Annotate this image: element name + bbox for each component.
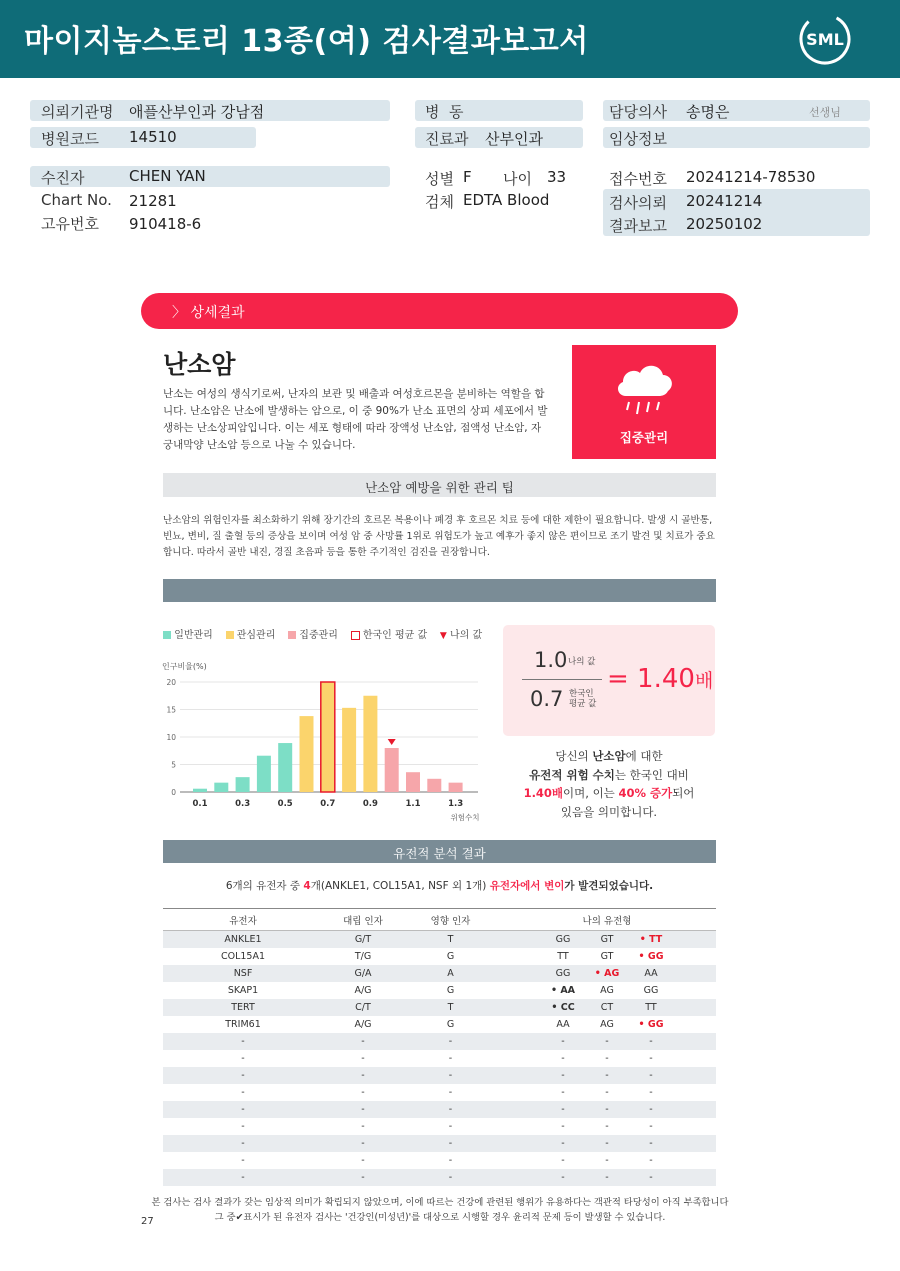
patient-label: 수진자: [41, 169, 85, 187]
genotype-1: [541, 1138, 585, 1149]
chart-ytick-label: 15: [166, 705, 176, 715]
summary-text: 당신의: [555, 749, 593, 763]
gene-genotypes: [498, 1050, 716, 1067]
gene-effect: -: [403, 1169, 498, 1186]
col-my-genotype: 나의 유전형: [498, 909, 716, 931]
ratio-my-value: 1.0: [534, 648, 568, 672]
gene-effect: -: [448, 1086, 453, 1098]
genotype-text: -: [605, 1035, 609, 1047]
genotype-3: [629, 968, 673, 979]
genotype-text: GG: [643, 984, 659, 996]
chart-ylabel: 인구비율(%): [162, 662, 207, 671]
genotype-3: [629, 1155, 673, 1166]
detail-result-label: [172, 302, 245, 322]
table-row: [163, 1067, 716, 1084]
page-number: 27: [141, 1216, 154, 1227]
logo-text: SML: [806, 30, 844, 49]
table-row: [163, 999, 716, 1016]
gene-name: -: [241, 1086, 245, 1098]
legend-interest-label: 관심관리: [236, 630, 276, 641]
genotype-3: [629, 951, 673, 962]
genotype-text: -: [605, 1137, 609, 1149]
table-row: [163, 931, 716, 948]
gene-genotypes: [498, 1033, 716, 1050]
genotype-text: -: [649, 1120, 653, 1132]
summary-ratio: 1.40배: [523, 786, 564, 800]
genotype-text: -: [605, 1120, 609, 1132]
genotype-1: [541, 1002, 585, 1013]
gene-name: -: [163, 1169, 323, 1186]
genotype-text: AG: [604, 967, 620, 979]
table-row: [163, 1152, 716, 1169]
chart-ytick-label: 0: [171, 788, 176, 797]
chart-bar-korean-average: [321, 682, 335, 792]
genotype-text: GG: [555, 933, 571, 945]
selected-dot-icon: •: [550, 984, 561, 996]
col-allele: 대립 인자: [323, 909, 403, 931]
genotype-text: -: [649, 1103, 653, 1115]
genotype-text: -: [561, 1103, 565, 1115]
genotype-2: [585, 1172, 629, 1183]
chart-bar: [214, 783, 228, 792]
disclaimer-line-1: 본 검사는 검사 결과가 갖는 임상적 의미가 확립되지 않았으며, 이에 따르는 건강에 관련된 행위가 유용하다는 객관적 타당성이 아직 부족합니다: [151, 1197, 729, 1208]
genotype-1: [541, 1070, 585, 1081]
chart-bar: [193, 789, 207, 792]
summary-text: 이며, 이는: [563, 786, 619, 800]
chart-xtick-label: 1.1: [405, 799, 421, 809]
genotype-3: [629, 1036, 673, 1047]
gene-name: -: [241, 1154, 245, 1166]
genotype-text: GT: [600, 950, 614, 962]
gene-effect: A: [403, 965, 498, 982]
gene-genotypes: [498, 948, 716, 965]
col-effect: 영향 인자: [403, 909, 498, 931]
chart-ytick-label: 5: [171, 760, 176, 770]
gene-allele: -: [323, 1135, 403, 1152]
gene-genotypes: [498, 1118, 716, 1135]
gene-allele: -: [323, 1169, 403, 1186]
gene-effect: -: [403, 1067, 498, 1084]
selected-dot-icon: •: [551, 1001, 561, 1013]
genotype-1: [541, 1172, 585, 1183]
summary-text: 되어: [672, 786, 695, 800]
summary-text: 있음을 의미합니다.: [560, 804, 658, 819]
sex-value: F: [463, 168, 472, 186]
genotype-text: GG: [647, 950, 664, 962]
chart-xtick-label: 0.7: [320, 799, 336, 809]
genotype-1: [541, 1036, 585, 1047]
gene-genotypes: [498, 1016, 716, 1033]
genotype-2: [585, 985, 629, 996]
genotype-text: AG: [600, 1018, 614, 1030]
ratio-avg-label-1: 한국인: [569, 689, 594, 699]
receipt-value: 20241214-78530: [686, 168, 816, 186]
chart-xtick-label: 0.5: [277, 799, 293, 809]
table-row: [163, 1118, 716, 1135]
sentence-part: 가 발견되었습니다.: [564, 880, 654, 892]
cancer-description: 난소는 여성의 생식기로써, 난자의 보관 및 배출과 여성호르몬을 분비하는 역할을 합니다. 난소암은 난소에 발생하는 암으로, 이 중 90%가 난소 표면의 상피 세포에서 발생하는 난소상피암입니다. 이는 세포 형태에 따라 장액성 난소암, 점액성 난소암, 자궁내막양 난소암 등으로 나눌 수 있습니다.: [163, 388, 548, 451]
chart-bar: [342, 708, 356, 792]
genotype-3: [629, 1138, 673, 1149]
ratio-unit: 배: [694, 670, 714, 692]
genotype-2: [585, 1087, 629, 1098]
gene-name: TRIM61: [225, 1018, 261, 1030]
gene-genotypes: [498, 1169, 716, 1186]
summary-increase: 40% 증가: [618, 786, 673, 800]
legend-my-value-label: 나의 값: [449, 630, 483, 641]
genotype-3: [629, 1019, 673, 1030]
institution-value: 애플산부인과 강남점: [129, 103, 265, 121]
genotype-text: TT: [645, 1001, 657, 1013]
gene-allele: C/T: [323, 999, 403, 1016]
doctor-value: 송명은: [686, 103, 730, 121]
genotype-text: -: [561, 1086, 565, 1098]
gene-allele: -: [361, 1120, 365, 1132]
chart-xtick-label: 1.3: [448, 799, 464, 809]
doctor-suffix: 선생님: [809, 106, 841, 119]
genotype-text: -: [605, 1154, 609, 1166]
legend-normal-label: 일반관리: [174, 630, 213, 641]
gene-genotypes: [498, 982, 716, 999]
genotype-text: -: [561, 1052, 565, 1064]
genotype-text: -: [561, 1171, 565, 1183]
genotype-text: -: [649, 1035, 653, 1047]
gene-allele: A/G: [354, 984, 372, 996]
request-value: 20241214: [686, 192, 763, 210]
summary-text: 는 한국인 대비: [614, 767, 689, 782]
ratio-avg-value: 0.7: [530, 687, 564, 711]
gene-table: [163, 908, 716, 1186]
chart-bar: [236, 777, 250, 792]
genotype-text: -: [649, 1069, 653, 1081]
gene-name: -: [163, 1067, 323, 1084]
chart-xtick-label: 0.1: [192, 799, 208, 809]
gene-name: -: [163, 1101, 323, 1118]
genotype-3: [629, 1070, 673, 1081]
gene-allele: -: [323, 1033, 403, 1050]
genotype-3: [629, 1002, 673, 1013]
doctor-label: 담당의사: [609, 103, 667, 121]
genotype-3: [629, 1053, 673, 1064]
summary-cancer: 난소암: [592, 749, 626, 763]
risk-level-label: 집중관리: [619, 430, 669, 445]
variant-count: 4: [303, 880, 311, 892]
chart-no-label: Chart No.: [41, 191, 112, 209]
ratio-fraction-line: [522, 679, 602, 680]
chart-bar: [300, 716, 314, 792]
selected-dot-icon: •: [638, 950, 648, 962]
table-row: [163, 1169, 716, 1186]
selected-dot-icon: •: [639, 933, 650, 945]
genotype-text: -: [605, 1103, 609, 1115]
genotype-1: [541, 1155, 585, 1166]
genotype-3: [629, 1172, 673, 1183]
genotype-3: [629, 985, 673, 996]
genotype-text: GT: [600, 933, 614, 945]
genotype-1: [541, 968, 585, 979]
gene-effect: -: [403, 1101, 498, 1118]
gene-name: NSF: [163, 965, 323, 982]
legend-focus-swatch: [288, 631, 296, 639]
divider-bar: [163, 579, 716, 602]
gene-genotypes: [498, 999, 716, 1016]
gene-allele: -: [361, 1154, 365, 1166]
gene-effect: -: [403, 1135, 498, 1152]
gene-genotypes: [498, 1101, 716, 1118]
legend-normal-swatch: [163, 631, 171, 639]
gene-genotypes: [498, 1084, 716, 1101]
genotype-2: [585, 1036, 629, 1047]
gene-allele: A/G: [354, 1018, 372, 1030]
request-label: 검사의뢰: [609, 194, 667, 212]
table-row: [163, 1050, 716, 1067]
chevron-right-icon: 〉: [172, 305, 186, 321]
chart-xtick-label: 0.9: [362, 799, 378, 809]
my-value-marker: [388, 739, 396, 745]
gene-name: ANKLE1: [163, 931, 323, 948]
genotype-1: [541, 934, 585, 945]
genotype-2: [585, 1138, 629, 1149]
genotype-2: [585, 1002, 629, 1013]
gene-name: -: [241, 1120, 245, 1132]
disclaimer-line-2: 그 중✔표시가 된 유전자 검사는 '건강인(미성년)'를 대상으로 시행할 경우 윤리적 문제 등이 발생할 수 있습니다.: [214, 1212, 666, 1223]
unique-id-value: 910418-6: [129, 215, 202, 233]
table-row: [163, 1084, 716, 1101]
genotype-text: -: [649, 1171, 653, 1183]
genotype-text: CT: [600, 1001, 614, 1013]
cancer-title: 난소암: [163, 350, 236, 379]
tips-title: 난소암 예방을 위한 관리 팁: [365, 480, 514, 495]
legend-korean-avg-swatch: [351, 631, 360, 640]
genotype-1: [541, 1121, 585, 1132]
selected-dot-icon: •: [594, 967, 605, 979]
chart-bar: [278, 743, 292, 792]
genotype-3: [629, 1121, 673, 1132]
genotype-2: [585, 1155, 629, 1166]
genotype-2: [585, 1104, 629, 1115]
gene-name: COL15A1: [220, 950, 266, 962]
legend-focus-label: 집중관리: [299, 630, 338, 641]
dept-label: 진료과: [425, 130, 469, 148]
legend-triangle-icon: ▼: [439, 631, 447, 641]
gene-allele: -: [361, 1052, 365, 1064]
table-row: [163, 982, 716, 999]
genotype-text: -: [649, 1086, 653, 1098]
receipt-label: 접수번호: [609, 170, 667, 188]
table-row: [163, 1101, 716, 1118]
genotype-1: [541, 1104, 585, 1115]
unique-id-label: 고유번호: [41, 215, 99, 233]
gene-genotypes: [498, 1067, 716, 1084]
gene-effect: T: [403, 999, 498, 1016]
gene-allele: T/G: [354, 950, 372, 962]
clinical-label: 임상정보: [609, 130, 667, 148]
genotype-text: -: [605, 1069, 609, 1081]
genotype-text: -: [561, 1154, 565, 1166]
risk-summary: [503, 747, 715, 821]
table-row: [163, 1135, 716, 1152]
gene-effect: G: [446, 1018, 455, 1030]
report-title: 마이지놈스토리 13종(여) 검사결과보고서: [24, 24, 589, 59]
genotype-2: [585, 951, 629, 962]
genotype-2: [585, 1121, 629, 1132]
genotype-text: TT: [649, 933, 663, 945]
genetics-sentence: [163, 878, 716, 893]
genotype-text: -: [605, 1086, 609, 1098]
table-row: [163, 948, 716, 965]
sml-logo: [798, 12, 852, 66]
selected-dot-icon: •: [638, 1018, 648, 1030]
chart-ytick-label: 20: [166, 678, 176, 687]
chart-xlabel: 위험수치: [450, 813, 480, 822]
report-date-value: 20250102: [686, 215, 763, 233]
genotype-2: [585, 1019, 629, 1030]
genotype-3: [629, 1104, 673, 1115]
gene-allele: -: [361, 1086, 365, 1098]
genotype-text: -: [649, 1052, 653, 1064]
gene-name: -: [163, 1033, 323, 1050]
ratio-avg-label: [569, 689, 596, 709]
chart-ytick-label: 10: [166, 733, 176, 742]
chart-bar: [406, 772, 420, 792]
table-row: [163, 1033, 716, 1050]
gene-name: TERT: [163, 999, 323, 1016]
gene-effect: -: [448, 1120, 453, 1132]
chart-bar: [257, 756, 271, 792]
gene-effect: -: [448, 1154, 453, 1166]
gene-allele: -: [323, 1101, 403, 1118]
table-row: [163, 1016, 716, 1033]
patient-value: CHEN YAN: [129, 167, 206, 185]
genotype-text: -: [561, 1120, 565, 1132]
ribbon-text: 상세결과: [190, 305, 245, 321]
genotype-3: [629, 934, 673, 945]
hospital-code-label: 병원코드: [41, 130, 99, 148]
genotype-1: [541, 1019, 585, 1030]
genotype-text: -: [605, 1052, 609, 1064]
institution-label: 의뢰기관명: [41, 103, 114, 121]
chart-bar: [363, 696, 377, 792]
chart-bar: [427, 779, 441, 792]
genotype-text: GG: [647, 1018, 664, 1030]
dept-value: 산부인과: [485, 130, 543, 148]
gene-allele: -: [323, 1067, 403, 1084]
genotype-text: AA: [556, 1018, 570, 1030]
genotype-text: AA: [560, 984, 576, 996]
sentence-part: 6개의 유전자 중: [225, 880, 304, 892]
gene-genotypes: [498, 931, 716, 948]
legend-interest-swatch: [226, 631, 234, 639]
genotype-1: [541, 985, 585, 996]
gene-name: -: [241, 1052, 245, 1064]
variant-phrase: 유전자에서 변이: [489, 880, 565, 892]
gene-genotypes: [498, 965, 716, 982]
gene-effect: G: [446, 950, 455, 962]
genotype-text: AG: [600, 984, 614, 996]
legend: [163, 626, 482, 641]
ratio-result-value: = 1.40: [607, 664, 695, 694]
report-date-label: 결과보고: [609, 217, 667, 235]
risk-distribution-chart: [160, 655, 490, 825]
gene-effect: T: [403, 931, 498, 948]
ratio-result: [607, 664, 713, 694]
genotype-text: -: [649, 1137, 653, 1149]
age-label: 나이: [503, 170, 532, 188]
gene-allele: G/T: [323, 931, 403, 948]
genotype-text: AA: [644, 967, 658, 979]
gene-effect: -: [403, 1033, 498, 1050]
legend-korean-avg-label: 한국인 평균 값: [362, 630, 428, 641]
genotype-2: [585, 968, 629, 979]
genotype-3: [629, 1087, 673, 1098]
genotype-text: -: [605, 1171, 609, 1183]
genotype-text: -: [561, 1069, 565, 1081]
specimen-label: 검체: [425, 193, 454, 211]
ward-label: 병 동: [425, 103, 464, 121]
rain-cloud-icon: [612, 358, 678, 424]
gene-genotypes: [498, 1135, 716, 1152]
genotype-2: [585, 934, 629, 945]
gene-name: SKAP1: [227, 984, 259, 996]
hospital-code-value: 14510: [129, 128, 177, 146]
gene-allele: G/A: [323, 965, 403, 982]
sentence-part: 개(ANKLE1, COL15A1, NSF 외 1개): [310, 880, 490, 892]
tips-text: 난소암의 위험인자를 최소화하기 위해 장기간의 호르몬 복용이나 폐경 후 호르몬 치료 등에 대한 제한이 필요합니다. 발생 시 골반통, 빈뇨, 변비, 질 출혈 등의 증상을 보이며 여성 암 중 사망률 1위로 위험도가 높고 예후가 좋지 않은 편이므로 조기 발견 및 치료가 중요합니다. 따라서 골반 내진, 경질 초음파 등을 통한 주기적인 검진을 권장합니다.: [163, 515, 715, 558]
genotype-text: -: [561, 1035, 565, 1047]
age-value: 33: [547, 168, 567, 186]
chart-xtick-label: 0.3: [235, 799, 251, 809]
chart-no-value: 21281: [129, 192, 177, 210]
chart-bar: [449, 783, 463, 792]
genotype-1: [541, 951, 585, 962]
genotype-text: -: [649, 1154, 653, 1166]
genotype-2: [585, 1070, 629, 1081]
summary-text: 에 대한: [625, 749, 663, 763]
specimen-value: EDTA Blood: [463, 191, 550, 209]
chart-bar: [385, 748, 399, 792]
ratio-my-label: 나의 값: [568, 657, 596, 667]
genotype-text: -: [561, 1137, 565, 1149]
genotype-text: CC: [560, 1001, 575, 1013]
gene-name: -: [163, 1135, 323, 1152]
table-row: [163, 965, 716, 982]
summary-risk-term: 유전적 위험 수치: [529, 767, 615, 782]
gene-effect: G: [446, 984, 455, 996]
gene-table-header: [163, 909, 716, 931]
genotype-1: [541, 1087, 585, 1098]
col-gene: 유전자: [163, 909, 323, 931]
disclaimer: [150, 1195, 730, 1225]
sex-label: 성별: [425, 170, 454, 188]
gene-genotypes: [498, 1152, 716, 1169]
ratio-avg-label-2: 평균 값: [569, 699, 597, 709]
genotype-1: [541, 1053, 585, 1064]
genetics-title: 유전적 분석 결과: [393, 846, 486, 861]
genotype-text: TT: [557, 950, 569, 962]
gene-effect: -: [448, 1052, 453, 1064]
genotype-text: GG: [555, 967, 571, 979]
genotype-2: [585, 1053, 629, 1064]
